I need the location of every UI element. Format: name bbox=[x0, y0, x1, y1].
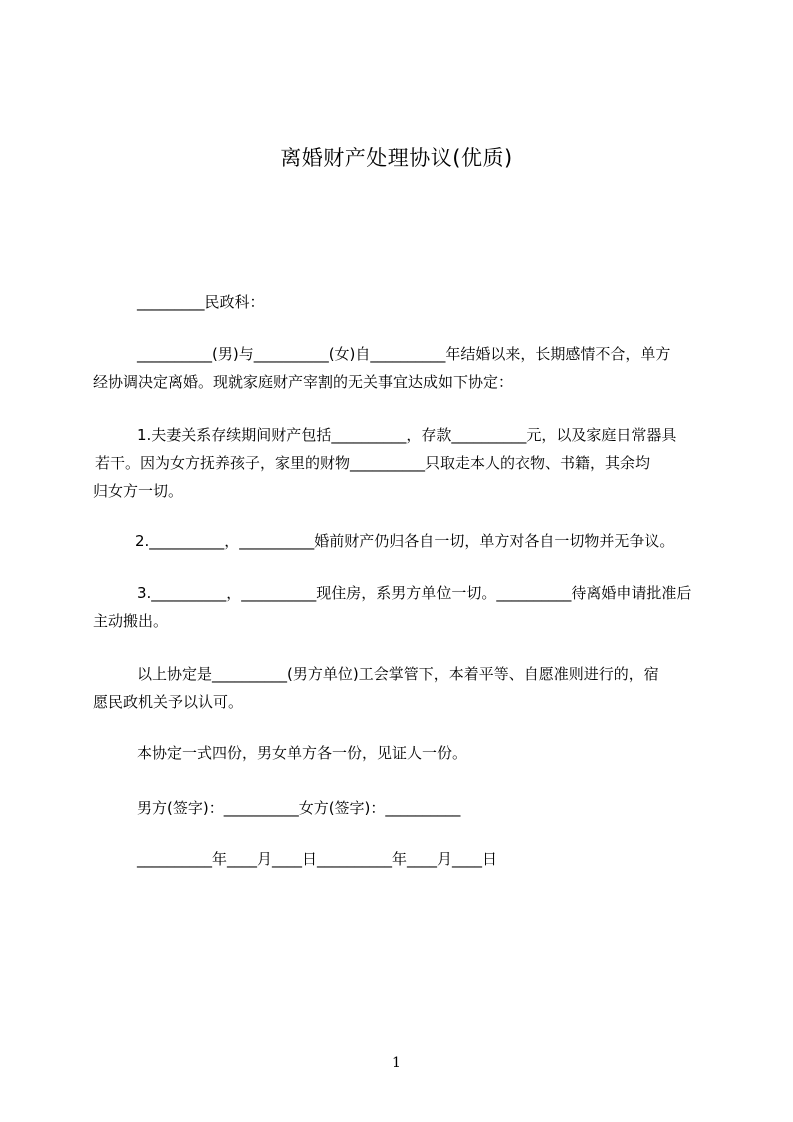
item1-line-1: 1.夫妻关系存续期间财产包括__________，存款__________元，以及家庭日常器具 bbox=[137, 426, 677, 444]
dates-line: __________年____月____日__________年____月____日 bbox=[137, 850, 498, 868]
addressee-line: _________民政科： bbox=[137, 293, 265, 311]
intro-line-2: 经协调决定离婚。现就家庭财产宰割的无关事宜达成如下协定： bbox=[93, 373, 514, 391]
page-number: 1 bbox=[392, 1055, 401, 1071]
item3-line-1: 3.__________，__________现住房，系男方单位一切。__________待离婚申请批准后 bbox=[137, 584, 692, 602]
union-line-2: 愿民政机关予以认可。 bbox=[93, 693, 244, 711]
item1-line-3: 归女方一切。 bbox=[93, 482, 184, 500]
document-title: 离婚财产处理协议(优质) bbox=[280, 146, 513, 170]
item3-line-2: 主动搬出。 bbox=[93, 612, 169, 630]
intro-line-1: __________(男)与__________(女)自__________年结婚以来，长期感情不合，单方 bbox=[137, 345, 671, 363]
union-line-1: 以上协定是__________(男方单位)工会掌管下，本着平等、自愿准则进行的，宿 bbox=[137, 665, 659, 683]
item1-line-2: 若干。因为女方抚养孩子，家里的财物__________只取走本人的衣物、书籍，其余均 bbox=[95, 454, 651, 472]
item2-line-1: 2.__________，__________婚前财产仍归各自一切，单方对各自一切物并无争议。 bbox=[135, 532, 675, 550]
copies-line: 本协定一式四份，男女单方各一份，见证人一份。 bbox=[137, 744, 468, 762]
signatures-line: 男方(签字)：__________女方(签字)：__________ bbox=[137, 799, 461, 817]
